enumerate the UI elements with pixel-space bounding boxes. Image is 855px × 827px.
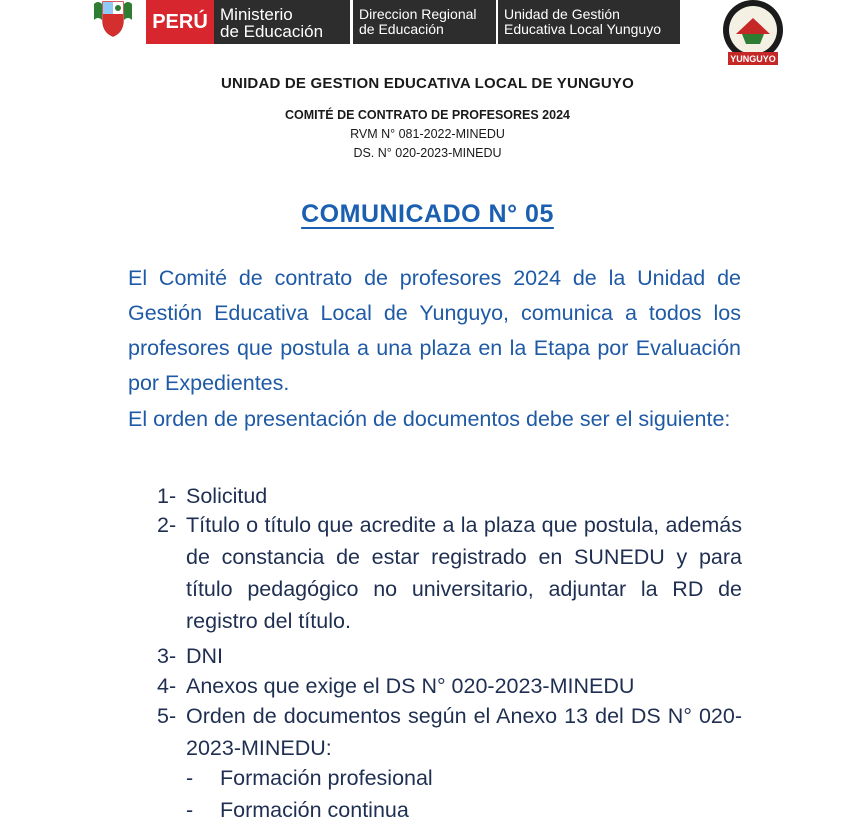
list-item-number: 5- xyxy=(157,704,177,728)
list-item-text: DNI xyxy=(186,644,224,668)
list-item-number: 3- xyxy=(157,644,177,668)
regional-directorate-box xyxy=(353,0,496,44)
regional-line-1: Direccion Regional xyxy=(359,6,477,22)
list-item-number: 2- xyxy=(157,513,177,537)
list-item-number: 4- xyxy=(157,674,177,698)
sub-list-item xyxy=(186,763,433,793)
peru-coat-of-arms-icon xyxy=(92,0,134,38)
ugel-line-1: Unidad de Gestión xyxy=(504,6,620,22)
list-item xyxy=(157,509,742,637)
ds-reference: DS. N° 020-2023-MINEDU xyxy=(353,146,502,160)
list-item-text: Anexos que exige el DS N° 020-2023-MINEDU xyxy=(186,674,635,698)
committee-heading: COMITÉ DE CONTRATO DE PROFESORES 2024 xyxy=(284,108,570,122)
list-item-text: Orden de documentos según el Anexo 13 del DS N° 020-2023-MINEDU: xyxy=(186,704,742,760)
sub-list-dash: - xyxy=(186,766,194,790)
logo-text: YUNGUYO xyxy=(730,54,776,64)
rvm-reference: RVM N° 081-2022-MINEDU xyxy=(350,127,505,141)
peru-brand-badge xyxy=(146,0,214,44)
ugel-yunguyo-logo xyxy=(708,0,798,66)
country-label: PERÚ xyxy=(152,10,208,33)
sub-list-dash: - xyxy=(186,798,194,822)
list-item xyxy=(157,670,742,702)
list-item xyxy=(157,700,742,764)
sub-list-item xyxy=(186,795,409,825)
list-item xyxy=(157,640,742,672)
order-paragraph: El orden de presentación de documentos debe ser el siguiente: xyxy=(128,407,731,431)
regional-line-2: de Educación xyxy=(359,21,444,37)
list-item-text: Solicitud xyxy=(186,484,268,508)
intro-paragraph: El Comité de contrato de profesores 2024 de la Unidad de Gestión Educativa Local de Yunguyo, comunica a todos los profesores que postula a una plaza en la Etapa por Evaluación por Expedientes. xyxy=(128,266,741,395)
organization-heading: UNIDAD DE GESTION EDUCATIVA LOCAL DE YUNGUYO xyxy=(221,75,634,92)
ugel-line-2: Educativa Local Yunguyo xyxy=(504,21,661,37)
ministry-line-2: de Educación xyxy=(220,22,324,41)
ministry-line-1: Ministerio xyxy=(220,5,293,24)
sub-list-text: Formación profesional xyxy=(220,766,433,790)
list-item xyxy=(157,480,742,512)
communique-title: COMUNICADO N° 05 xyxy=(301,200,554,228)
ministry-label-box xyxy=(214,0,350,44)
sub-list-text: Formación continua xyxy=(220,798,409,822)
list-item-text: Título o título que acredite a la plaza que postula, además de constancia de estar registrado en SUNEDU y para título pedagógico no universitario, adjuntar la RD de registro del título. xyxy=(186,513,742,633)
list-item-number: 1- xyxy=(157,484,177,508)
ugel-label-box xyxy=(498,0,680,44)
